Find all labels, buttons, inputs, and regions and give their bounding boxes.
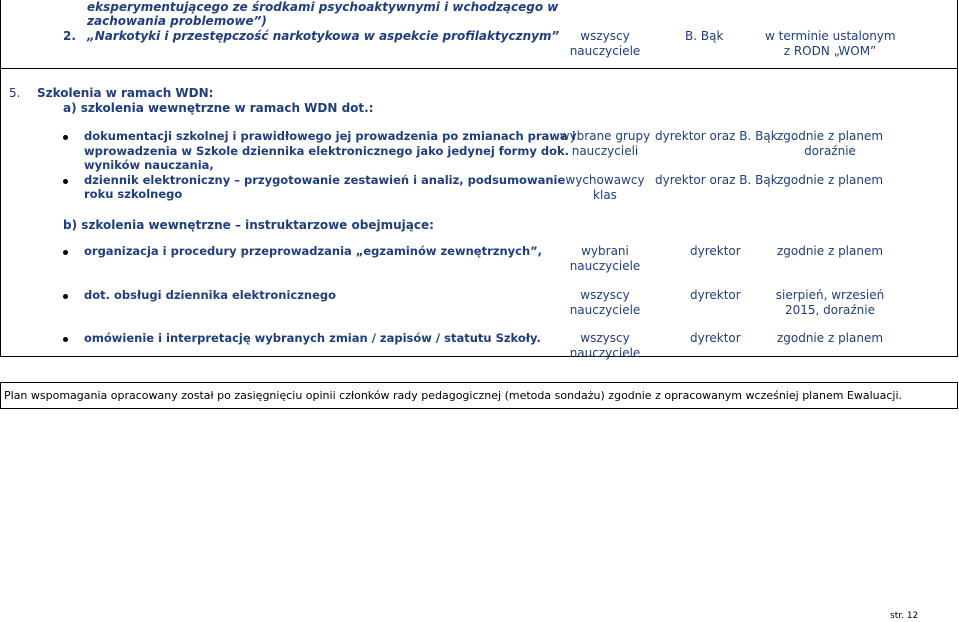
b-item1-responsible: dyrektor <box>690 244 741 258</box>
a-item1-participants-l2: nauczycieli <box>571 144 639 158</box>
a-item2-participants <box>555 173 655 203</box>
note-box-bottom <box>0 408 958 409</box>
row5-number: 5. <box>9 86 21 100</box>
a-item2-line1: dziennik elektroniczny – przygotowanie zestawień i analiz, podsumowanie <box>84 173 566 187</box>
row2-participants-l1: wszyscy <box>580 29 630 43</box>
a-item1-deadline-l2: doraźnie <box>804 144 856 158</box>
a-item1-participants <box>555 129 655 159</box>
b-item1-participants-l1: wybrani <box>581 244 629 258</box>
table-left-border <box>0 0 1 356</box>
a-item2-participants-l2: klas <box>593 188 617 202</box>
a-item1-deadline <box>765 129 895 159</box>
bullet <box>63 179 68 184</box>
b-item3-text: omówienie i interpretację wybranych zmian / zapisów / statutu Szkoły. <box>84 331 541 345</box>
b-item2-deadline <box>765 288 895 318</box>
a-item2-deadline: zgodnie z planem <box>776 173 884 187</box>
b-item2-participants <box>555 288 655 318</box>
plan-note: Plan wspomagania opracowany został po zasięgnięciu opinii członków rady pedagogicznej (metoda sondażu) zgodnie z opracowanym wcześniej planem Ewaluacji. <box>4 389 903 402</box>
row2-participants-l2: nauczyciele <box>569 44 641 58</box>
a-item2-responsible: dyrektor oraz B. Bąk <box>655 173 778 187</box>
row5-subsection-b: b) szkolenia wewnętrzne – instruktarzowe obejmujące: <box>63 218 434 232</box>
b-item3-participants-l1: wszyscy <box>580 331 630 345</box>
a-item2-line2: roku szkolnego <box>84 187 183 201</box>
row2-topic-line3: „Narkotyki i przestępczość narkotykowa w aspekcie profilaktycznym” <box>87 29 560 43</box>
b-item1-participants <box>555 244 655 274</box>
bullet <box>63 337 68 342</box>
note-box-left <box>0 382 1 408</box>
b-item2-participants-l2: nauczyciele <box>569 303 641 317</box>
a-item1-line3: wyników nauczania, <box>84 158 214 172</box>
row2-responsible: B. Bąk <box>685 29 724 43</box>
b-item3-deadline: zgodnie z planem <box>776 331 884 345</box>
note-box-right <box>957 382 958 408</box>
bullet <box>63 250 68 255</box>
b-item2-text: dot. obsługi dziennika elektronicznego <box>84 288 337 302</box>
b-item3-responsible: dyrektor <box>690 331 741 345</box>
row5-subsection-a: a) szkolenia wewnętrzne w ramach WDN dot.: <box>63 101 374 115</box>
a-item1-responsible: dyrektor oraz B. Bąk <box>655 129 778 143</box>
note-box-top <box>0 382 958 383</box>
b-item2-participants-l1: wszyscy <box>580 288 630 302</box>
b-item2-responsible: dyrektor <box>690 288 741 302</box>
a-item2-participants-l1: wychowawcy <box>565 173 645 187</box>
b-item1-deadline: zgodnie z planem <box>776 244 884 258</box>
bullet <box>63 135 68 140</box>
row2-deadline-l1: w terminie ustalonym <box>765 29 896 43</box>
row5-title: Szkolenia w ramach WDN: <box>37 86 214 100</box>
row2-topic-line2: zachowania problemowe”) <box>87 14 267 28</box>
row2-topic-line1: eksperymentującego ze środkami psychoaktywnymi i wchodzącego w <box>87 0 559 14</box>
b-item1-text: organizacja i procedury przeprowadzania „egzaminów zewnętrznych”, <box>84 244 543 258</box>
b-item3-participants-l2: nauczyciele <box>569 346 641 360</box>
bullet <box>63 294 68 299</box>
row2-deadline-l2: z RODN „WOM” <box>783 44 877 58</box>
row2-deadline <box>765 29 895 59</box>
table-bottom-border <box>0 356 958 357</box>
a-item1-line1: dokumentacji szkolnej i prawidłowego jej prowadzenia po zmianach prawa i <box>84 129 576 143</box>
a-item1-participants-l1: wybrane grupy <box>559 129 651 143</box>
b-item2-deadline-l1: sierpień, wrzesień <box>775 288 885 302</box>
b-item1-participants-l2: nauczyciele <box>569 259 641 273</box>
page-number: str. 12 <box>890 611 919 621</box>
a-item1-line2: wprowadzenia w Szkole dziennika elektronicznego jako jedynej formy dok. <box>84 144 569 158</box>
a-item1-deadline-l1: zgodnie z planem <box>776 129 884 143</box>
table-right-border <box>957 0 958 356</box>
row2-number: 2. <box>63 29 76 43</box>
row-divider <box>0 68 958 69</box>
b-item3-participants <box>555 331 655 361</box>
row2-participants <box>555 29 655 59</box>
b-item2-deadline-l2: 2015, doraźnie <box>784 303 876 317</box>
